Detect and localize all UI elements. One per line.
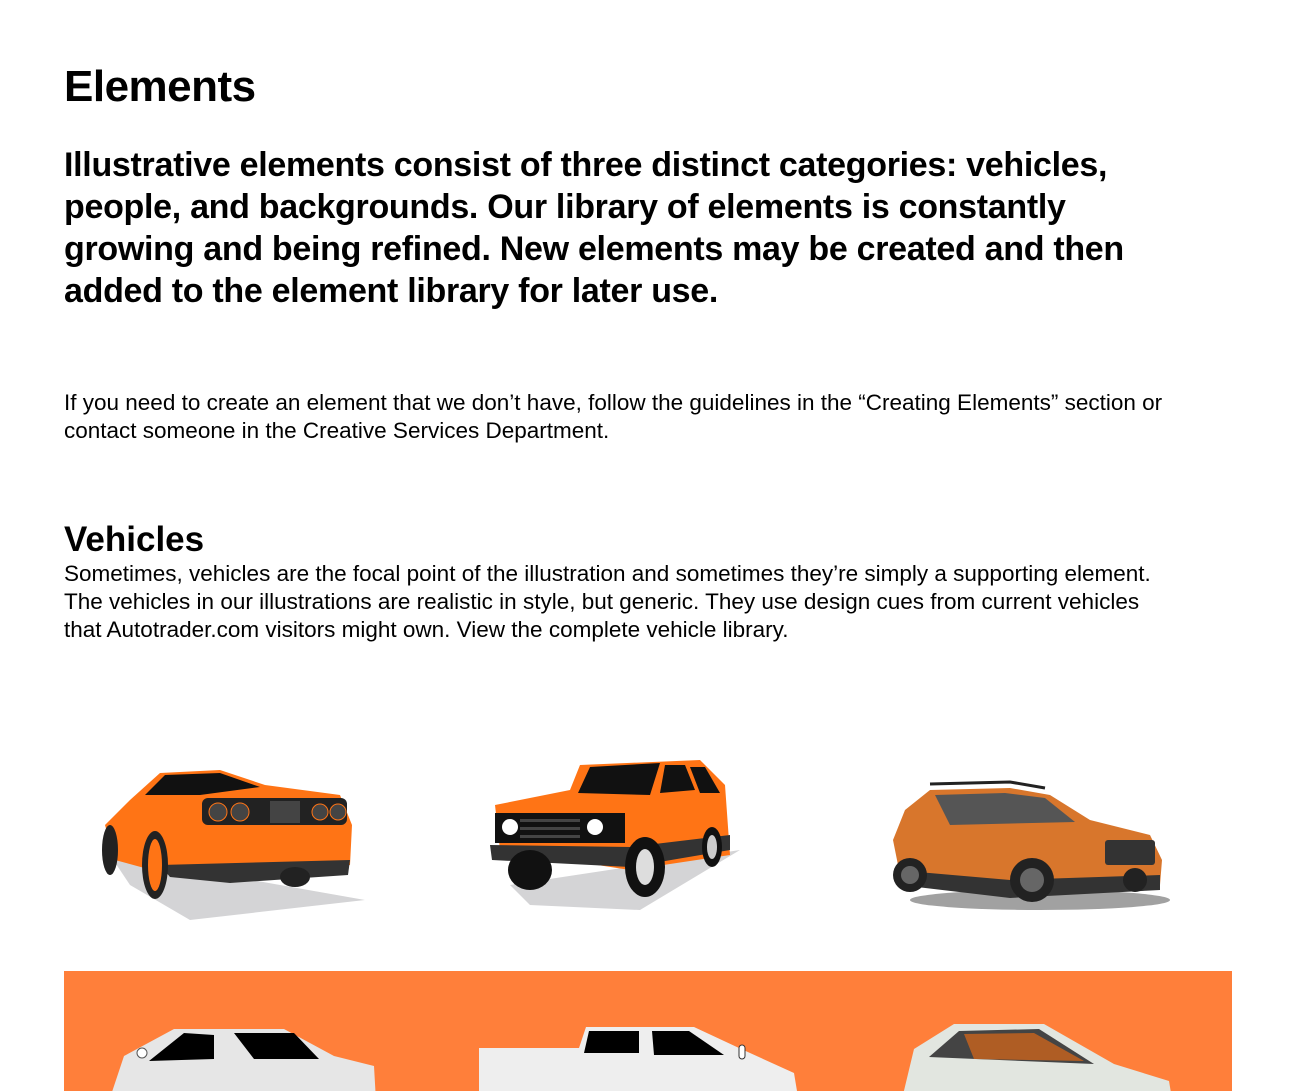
boxy-suv-illustration <box>490 755 750 915</box>
page-title: Elements <box>64 62 256 111</box>
intro-paragraph: If you need to create an element that we don’t have, follow the guidelines in the “Creating Elements” section or contact someone in the Creative Services Department. <box>64 390 1163 443</box>
vehicle-variants-band <box>64 971 1232 1091</box>
white-hatchback-photo <box>894 1019 1174 1091</box>
lead-paragraph: Illustrative elements consist of three distinct categories: vehicles, people, and backgrounds. Our library of elements is constantly growing and being refined. New elements may be created and then added to the element library for later use. <box>64 146 1124 310</box>
vehicles-heading: Vehicles <box>64 520 205 559</box>
vehicles-paragraph: Sometimes, vehicles are the focal point of the illustration and sometimes they’re simply a supporting element. The vehicles in our illustrations are realistic in style, but generic. They use design cues from current vehicles that Autotrader.com visitors might own. View the complete vehicle library. <box>64 561 1151 642</box>
crossover-suv-photo <box>890 780 1170 915</box>
white-sedan-illustration <box>104 1021 384 1091</box>
muscle-car-illustration <box>100 765 370 925</box>
white-pickup-illustration <box>474 1023 804 1091</box>
